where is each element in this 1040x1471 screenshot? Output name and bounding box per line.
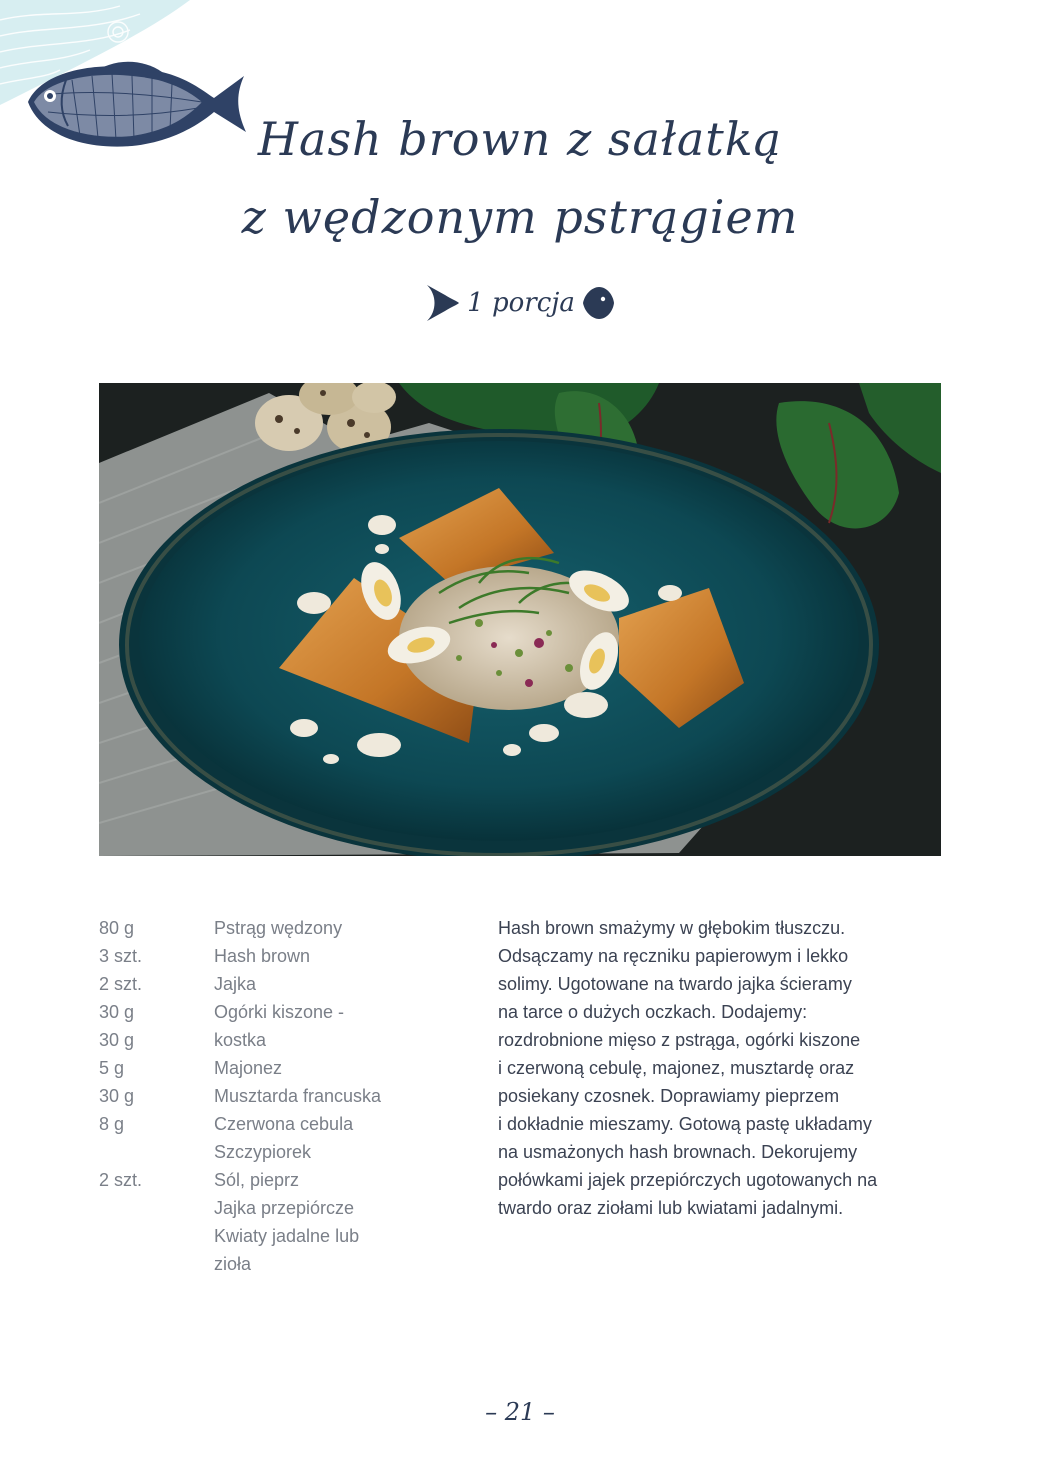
ingredient-name: Kwiaty jadalne lub [214,1226,360,1246]
portion-text: 1 porcja [467,288,575,318]
ingredient-quantity: 8 g [99,1114,125,1134]
method-line: rozdrobnione mięso z pstrąga, ogórki kiszone [498,1030,861,1050]
ingredient-quantity [99,1138,199,1166]
ingredient-quantity: 30 g [99,1086,135,1106]
ingredient-quantity: 3 szt. [99,946,143,966]
ingredient-quantity: 30 g [99,1002,135,1022]
ingredient-quantity [99,1194,199,1222]
ingredient-name: Sól, pieprz [214,1170,300,1190]
ingredient-name: Majonez [214,1058,283,1078]
ingredient-name: Jajka [214,974,257,994]
method-line: Hash brown smażymy w głębokim tłuszczu. [498,918,846,938]
ingredient-name: Czerwona cebula [214,1114,354,1134]
ingredient-quantity: 30 g [99,1030,135,1050]
method-line: na usmażonych hash brownach. Dekorujemy [498,1142,858,1162]
ingredient-name: Pstrąg wędzony [214,918,343,938]
fish-head-icon [581,285,615,321]
ingredient-name: Jajka przepiórcze [214,1198,355,1218]
ingredient-name: Ogórki kiszone - [214,1002,345,1022]
title-line-1: Hash brown z sałatką [257,112,783,166]
method-line: i dokładnie mieszamy. Gotową pastę układamy [498,1114,872,1134]
fish-tail-icon [425,283,461,323]
method-line: połówkami jajek przepiórczych ugotowanych na [498,1170,878,1190]
ingredient-quantities [99,914,199,1278]
method-text [498,914,938,1222]
page-number: – 21 – [485,1398,555,1426]
ingredient-name: Szczypiorek [214,1142,312,1162]
recipe-title [200,100,840,256]
ingredient-quantity [99,1250,199,1278]
method-line: i czerwoną cebulę, majonez, musztardę oraz [498,1058,855,1078]
ingredient-name: zioła [214,1254,252,1274]
ingredient-quantity: 80 g [99,918,135,938]
ingredient-name: kostka [214,1030,267,1050]
method-line: na tarce o dużych oczkach. Dodajemy: [498,1002,808,1022]
ingredient-names [214,914,414,1278]
title-line-2: z wędzonym pstrągiem [241,190,799,244]
portion-label [420,278,620,328]
ingredient-quantity: 2 szt. [99,1170,143,1190]
method-line: solimy. Ugotowane na twardo jajka ścieramy [498,974,852,994]
ingredient-name: Musztarda francuska [214,1086,382,1106]
ingredient-quantity [99,1222,199,1250]
method-line: twardo oraz ziołami lub kwiatami jadalnymi. [498,1198,844,1218]
ingredient-quantity: 5 g [99,1058,125,1078]
method-line: posiekany czosnek. Doprawiamy pieprzem [498,1086,840,1106]
ingredient-name: Hash brown [214,946,311,966]
ingredient-quantity: 2 szt. [99,974,143,994]
method-line: Odsączamy na ręczniku papierowym i lekko [498,946,849,966]
dish-photo [99,383,941,856]
